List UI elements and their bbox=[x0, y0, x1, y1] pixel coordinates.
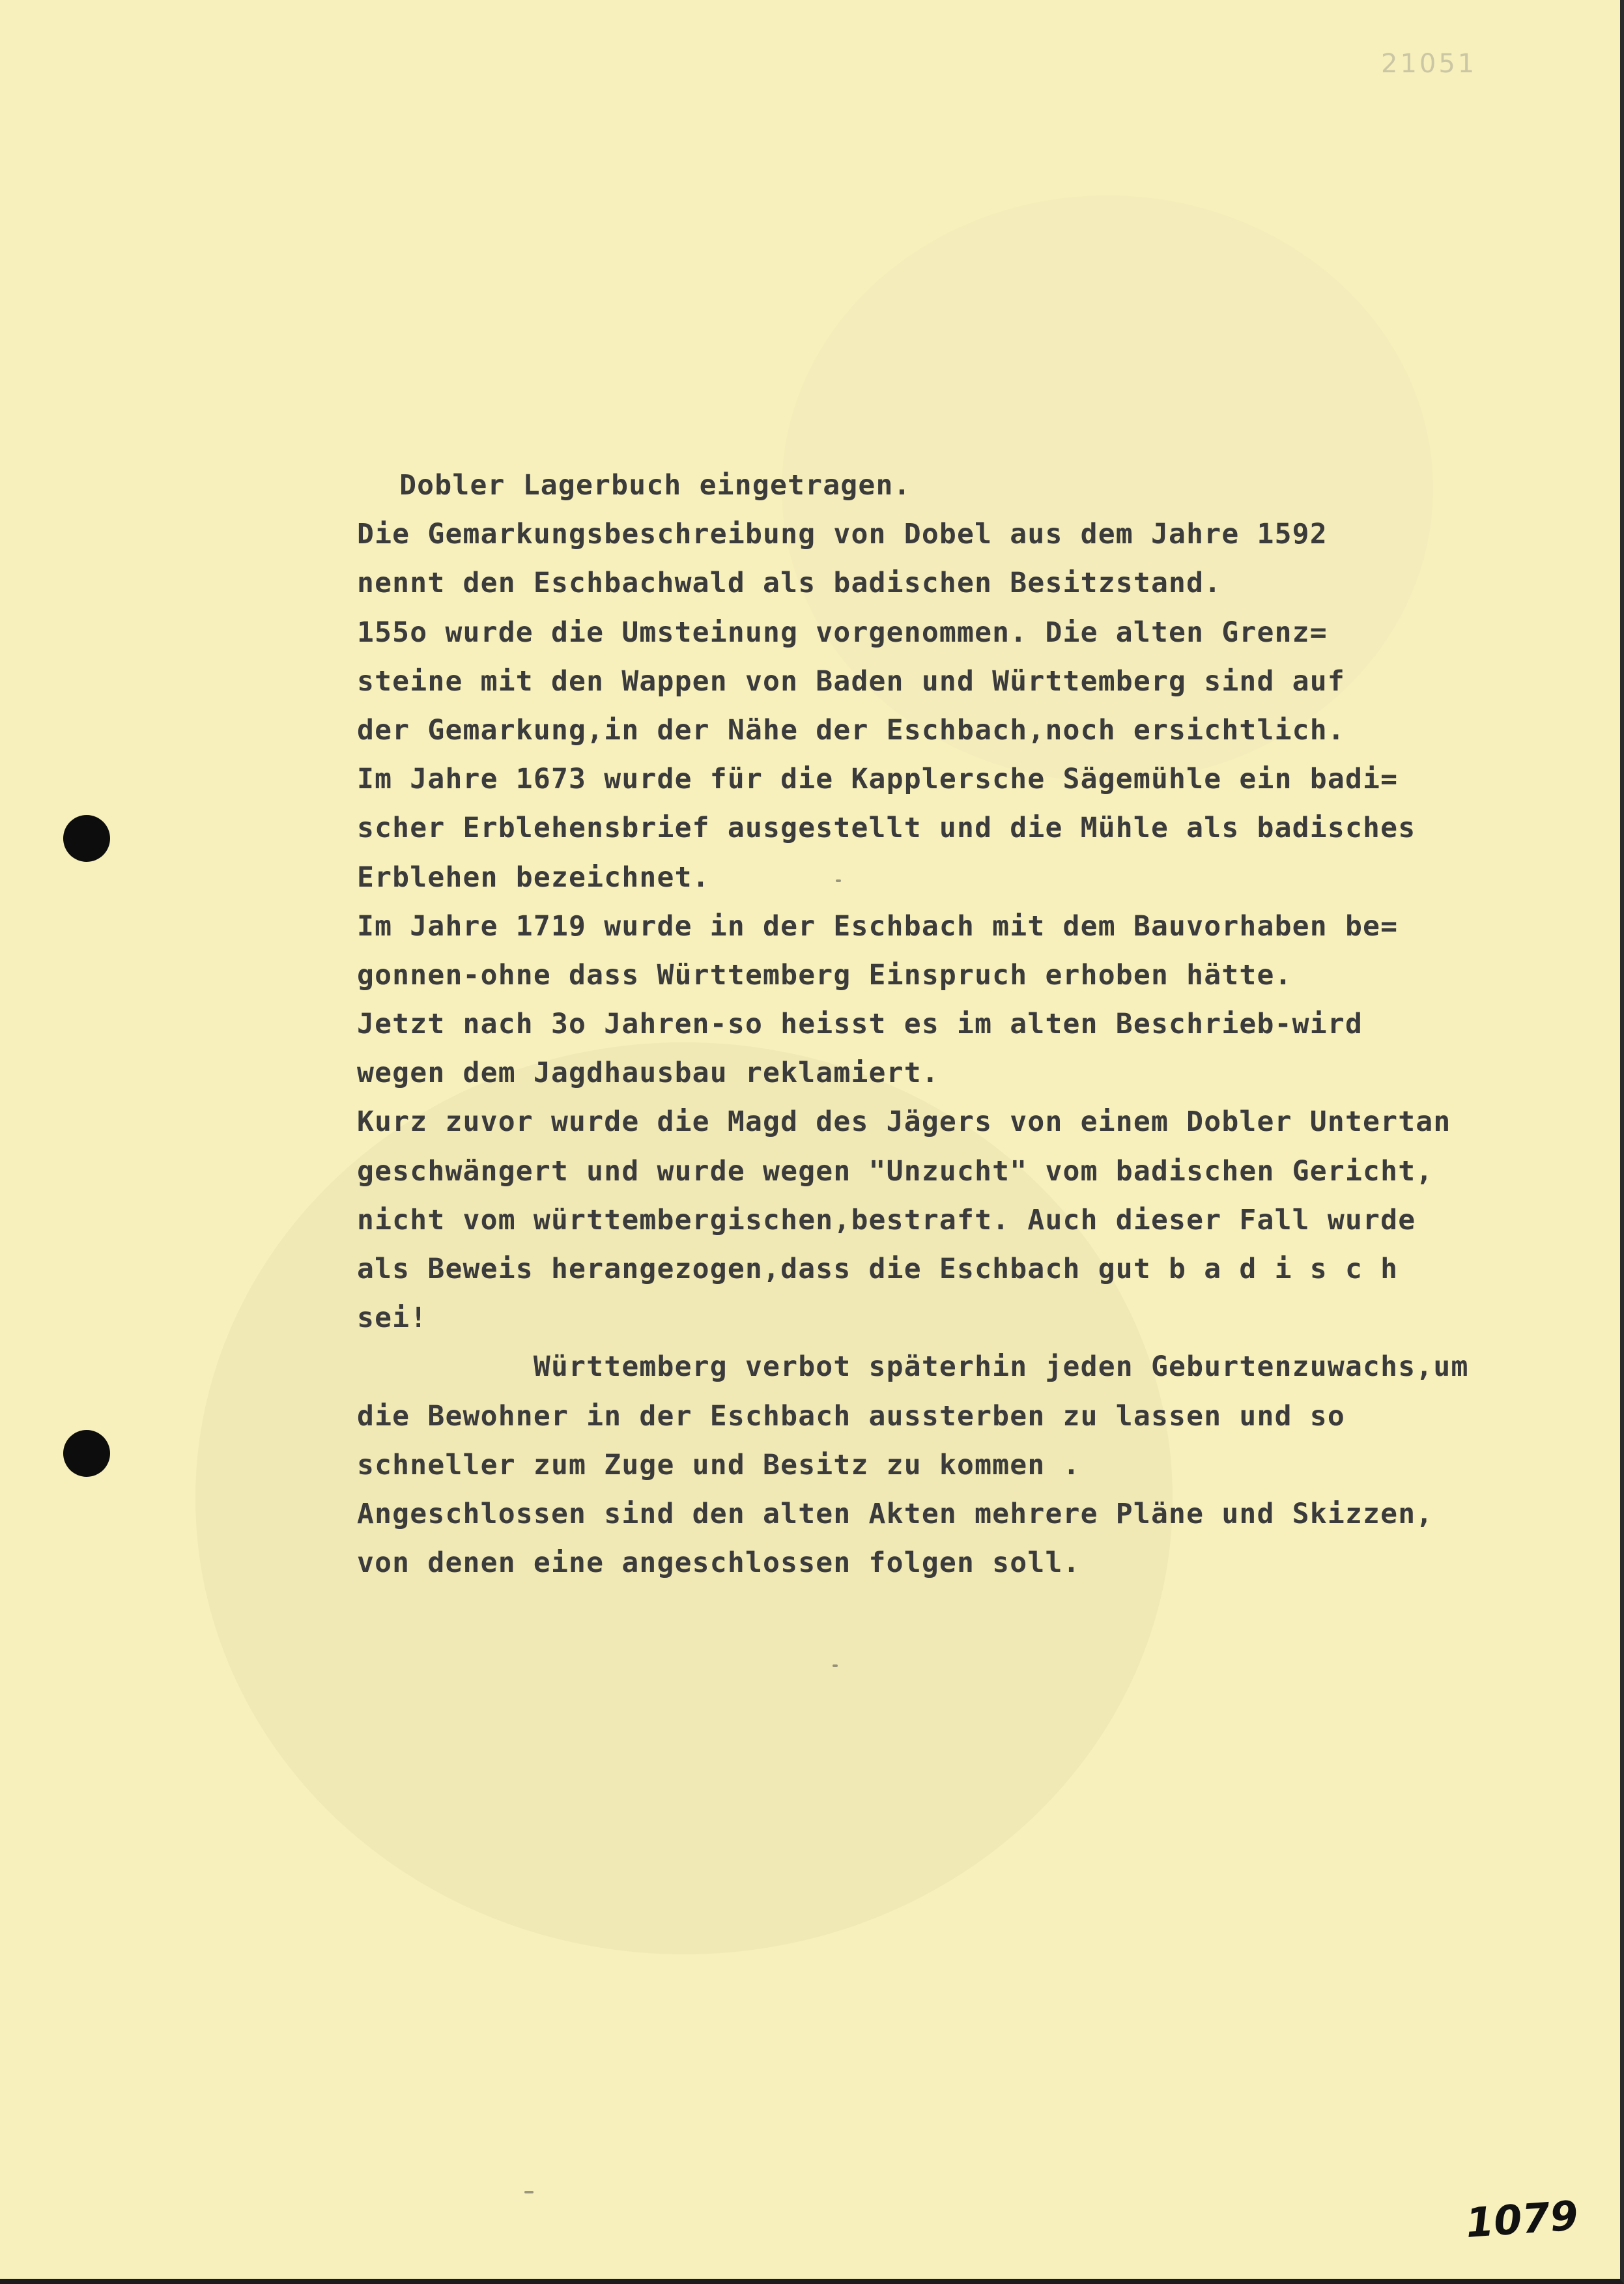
text-line: Kurz zuvor wurde die Magd des Jägers von einem Dobler Untertan bbox=[357, 1106, 1451, 1139]
text-line: sei! bbox=[357, 1302, 428, 1335]
text-line: steine mit den Wappen von Baden und Württemberg sind auf bbox=[357, 664, 1345, 698]
text-line: als Beweis herangezogen,dass die Eschbach gut b a d i s c h bbox=[357, 1253, 1399, 1285]
paper-speck bbox=[833, 1664, 838, 1667]
typewritten-text bbox=[357, 461, 1614, 1588]
paper-speck bbox=[836, 879, 841, 882]
text-line: geschwängert und wurde wegen "Unzucht" vom badischen Gericht, bbox=[357, 1154, 1434, 1188]
page-number: 1079 bbox=[1464, 2191, 1580, 2247]
text-line: Die Gemarkungsbeschreibung von Dobel aus dem Jahre 1592 bbox=[357, 518, 1328, 551]
text-line: Im Jahre 1719 wurde in der Eschbach mit dem Bauvorhaben be= bbox=[357, 909, 1399, 943]
text-line: von denen eine angeschlossen folgen soll. bbox=[357, 1547, 1081, 1580]
punch-hole-top bbox=[63, 815, 110, 862]
text-line: gonnen-ohne dass Württemberg Einspruch erhoben hätte. bbox=[357, 958, 1292, 992]
text-line: nennt den Eschbachwald als badischen Besitzstand. bbox=[357, 567, 1222, 600]
paper-speck bbox=[524, 2191, 534, 2193]
text-line: Dobler Lagerbuch eingetragen. bbox=[382, 469, 911, 502]
text-line: die Bewohner in der Eschbach aussterben zu lassen und so bbox=[357, 1399, 1345, 1433]
text-line: 155o wurde die Umsteinung vorgenommen. Die alten Grenz= bbox=[357, 616, 1328, 649]
text-line: scher Erblehensbrief ausgestellt und die Mühle als badisches bbox=[357, 812, 1416, 845]
text-line: wegen dem Jagdhausbau reklamiert. bbox=[357, 1057, 939, 1090]
text-line: Jetzt nach 3o Jahren-so heisst es im alten Beschrieb-wird bbox=[357, 1008, 1363, 1041]
text-line: schneller zum Zuge und Besitz zu kommen . bbox=[357, 1448, 1081, 1481]
text-line: der Gemarkung,in der Nähe der Eschbach,noch ersichtlich. bbox=[357, 713, 1345, 747]
text-line: Erblehen bezeichnet. bbox=[357, 861, 710, 894]
text-line: Angeschlossen sind den alten Akten mehrere Pläne und Skizzen, bbox=[357, 1497, 1434, 1530]
text-line: Württemberg verbot späterhin jeden Geburtenzuwachs,um bbox=[357, 1350, 1469, 1384]
text-line: Im Jahre 1673 wurde für die Kapplersche Sägemühle ein badi= bbox=[357, 763, 1399, 796]
text-line: nicht vom württembergischen,bestraft. Auch dieser Fall wurde bbox=[357, 1203, 1416, 1236]
pencil-mark: 21051 bbox=[1381, 49, 1477, 79]
punch-hole-bottom bbox=[63, 1430, 110, 1477]
